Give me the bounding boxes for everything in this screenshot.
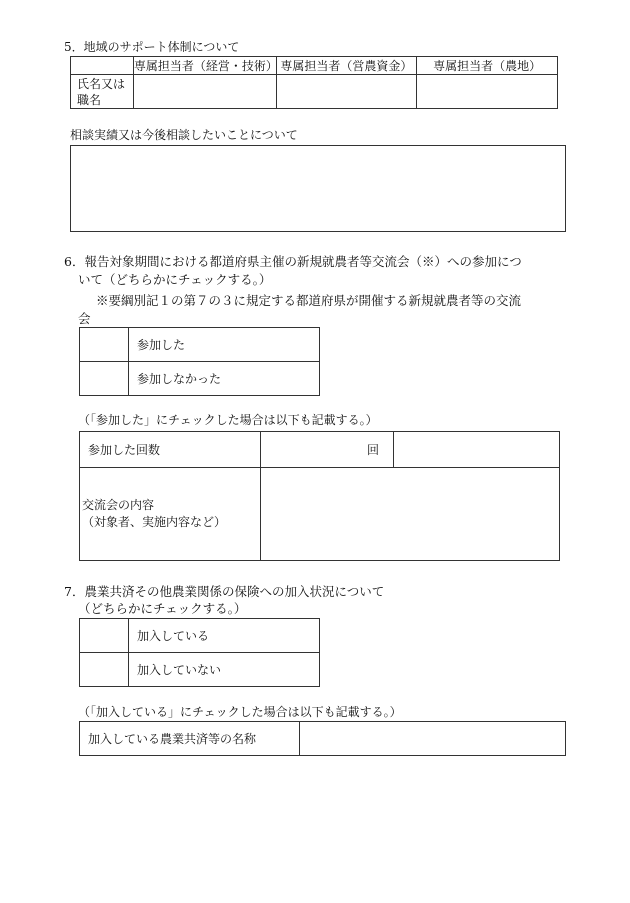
option-not-enrolled: 加入していない <box>129 653 320 687</box>
participation-checklist <box>79 327 320 396</box>
insurance-followup: （「加入している」にチェックした場合は以下も記載する。） <box>78 705 402 719</box>
insurance-checklist <box>79 618 320 687</box>
name-cell-farmland[interactable] <box>417 75 558 109</box>
content-label-line-2: （対象者、実施内容など） <box>82 515 227 529</box>
insurance-name-table <box>79 721 566 756</box>
checkbox-enrolled[interactable] <box>80 619 129 653</box>
row-label-line-2: 職名 <box>77 92 102 107</box>
participation-followup: （「参加した」にチェックした場合は以下も記載する。） <box>78 413 378 427</box>
checkbox-not-participated[interactable] <box>80 362 129 396</box>
corner-cell <box>71 57 134 75</box>
section-6-note-line-2: 会 <box>78 311 91 326</box>
option-participated: 参加した <box>129 328 320 362</box>
section-7-heading-line-2: （どちらかにチェックする。） <box>78 601 247 616</box>
insurance-name-label: 加入している農業共済等の名称 <box>80 722 300 756</box>
option-enrolled: 加入している <box>129 619 320 653</box>
option-not-participated: 参加しなかった <box>129 362 320 396</box>
section-6-heading-line-1: 6．報告対象期間における都道府県主催の新規就農者等交流会（※）への参加につ <box>64 254 522 269</box>
count-unit[interactable]: 回 <box>261 432 394 468</box>
content-label-line-1: 交流会の内容 <box>82 498 155 512</box>
row-label-line-1: 氏名又は <box>77 76 126 91</box>
exchange-details-table <box>79 431 560 561</box>
count-label: 参加した回数 <box>80 432 261 468</box>
content-label <box>80 468 261 561</box>
checkbox-not-enrolled[interactable] <box>80 653 129 687</box>
col-header-funding: 専属担当者（営農資金） <box>276 57 417 75</box>
section-6-note-line-1: ※要綱別記１の第７の３に規定する都道府県が開催する新規就農者等の交流 <box>96 293 522 308</box>
consult-textbox[interactable] <box>70 145 566 232</box>
support-staff-table <box>70 56 558 109</box>
col-header-management: 専属担当者（経営・技術） <box>133 57 276 75</box>
section-6-heading-line-2: いて（どちらかにチェックする。） <box>78 272 272 287</box>
col-header-farmland: 専属担当者（農地） <box>417 57 558 75</box>
section-5-heading: 5．地域のサポート体制について <box>64 40 240 54</box>
checkbox-participated[interactable] <box>80 328 129 362</box>
content-input-cell[interactable] <box>261 468 560 561</box>
name-cell-funding[interactable] <box>276 75 417 109</box>
name-cell-management[interactable] <box>133 75 276 109</box>
count-extra-cell[interactable] <box>394 432 560 468</box>
section-7-heading-line-1: 7．農業共済その他農業関係の保険への加入状況について <box>64 584 385 599</box>
consult-label: 相談実績又は今後相談したいことについて <box>70 128 298 142</box>
insurance-name-input[interactable] <box>300 722 566 756</box>
row-label-name <box>71 75 134 109</box>
